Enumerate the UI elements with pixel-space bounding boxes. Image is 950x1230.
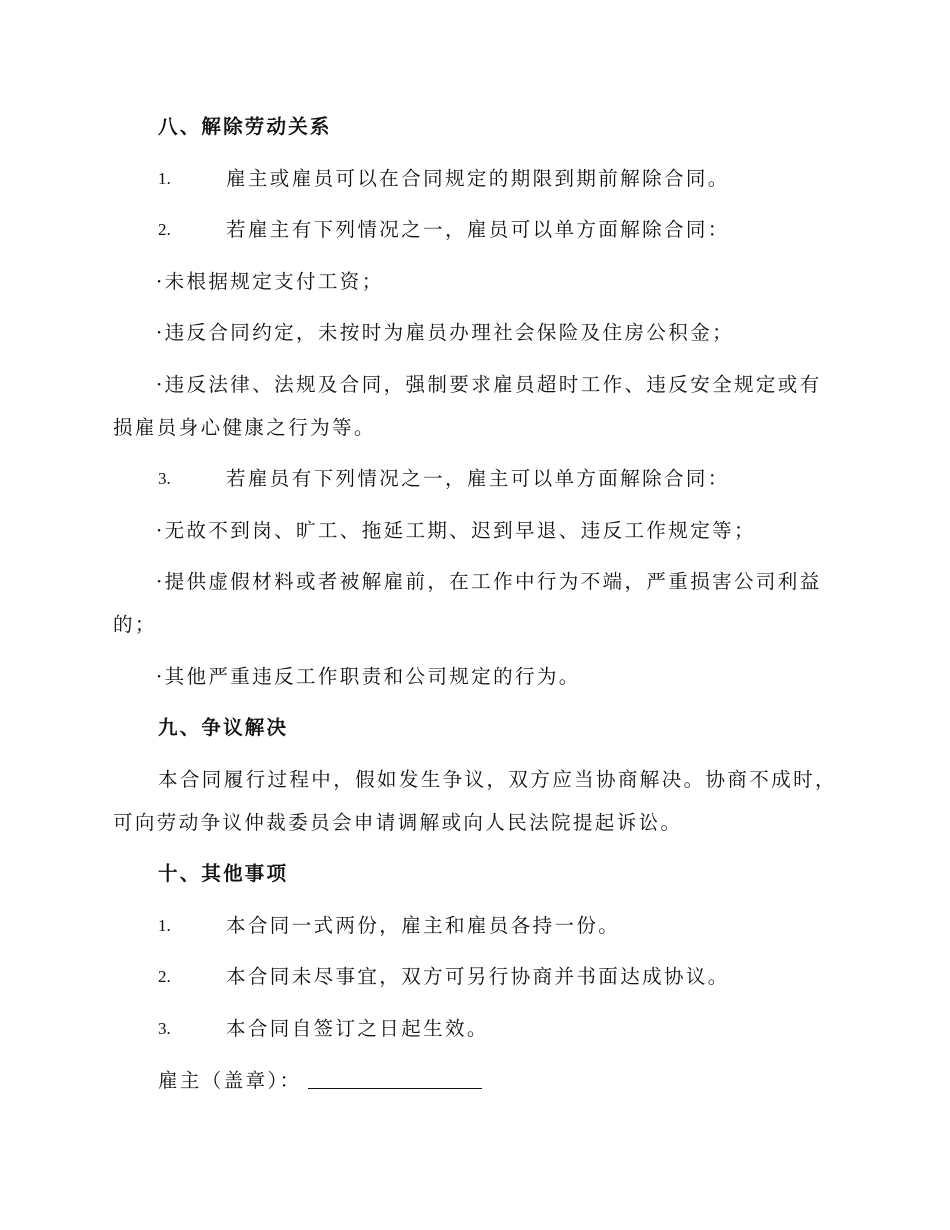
item-number: 2. — [158, 967, 171, 986]
section-heading-dispute: 九、争议解决 — [158, 716, 289, 739]
bullet-item: ·违反法律、法规及合同，强制要求雇员超时工作、违反安全规定或有 — [156, 373, 822, 396]
signature-label: 雇主（盖章）： — [158, 1069, 302, 1092]
section-heading-termination: 八、解除劳动关系 — [158, 115, 332, 138]
item-text: 本合同自签订之日起生效。 — [226, 1017, 489, 1040]
signature-blank-line[interactable] — [308, 1088, 482, 1089]
bullet-item: ·提供虚假材料或者被解雇前，在工作中行为不端，严重损害公司利益 — [156, 570, 822, 593]
item-text: 若雇主有下列情况之一，雇员可以单方面解除合同： — [226, 218, 730, 241]
item-text: 本合同未尽事宜，双方可另行协商并书面达成协议。 — [226, 965, 730, 988]
paragraph-line: 本合同履行过程中，假如发生争议，双方应当协商解决。协商不成时， — [158, 768, 837, 791]
item-number: 3. — [158, 469, 171, 488]
item-text: 雇主或雇员可以在合同规定的期限到期前解除合同。 — [226, 167, 730, 190]
item-number: 1. — [158, 169, 171, 188]
paragraph-line: 可向劳动争议仲裁委员会申请调解或向人民法院提起诉讼。 — [113, 811, 683, 834]
bullet-item: ·违反合同约定，未按时为雇员办理社会保险及住房公积金； — [156, 321, 734, 344]
bullet-item: ·无故不到岗、旷工、拖延工期、迟到早退、违反工作规定等； — [156, 519, 756, 542]
item-number: 3. — [158, 1019, 171, 1038]
bullet-continuation: 的； — [113, 613, 157, 636]
section-heading-other: 十、其他事项 — [158, 862, 289, 885]
item-number: 1. — [158, 916, 171, 935]
item-text: 若雇员有下列情况之一，雇主可以单方面解除合同： — [226, 467, 730, 490]
bullet-continuation: 损雇员身心健康之行为等。 — [113, 416, 376, 439]
item-text: 本合同一式两份，雇主和雇员各持一份。 — [226, 914, 621, 937]
bullet-item: ·其他严重违反工作职责和公司规定的行为。 — [156, 665, 581, 688]
bullet-item: ·未根据规定支付工资； — [156, 270, 384, 293]
item-number: 2. — [158, 220, 171, 239]
